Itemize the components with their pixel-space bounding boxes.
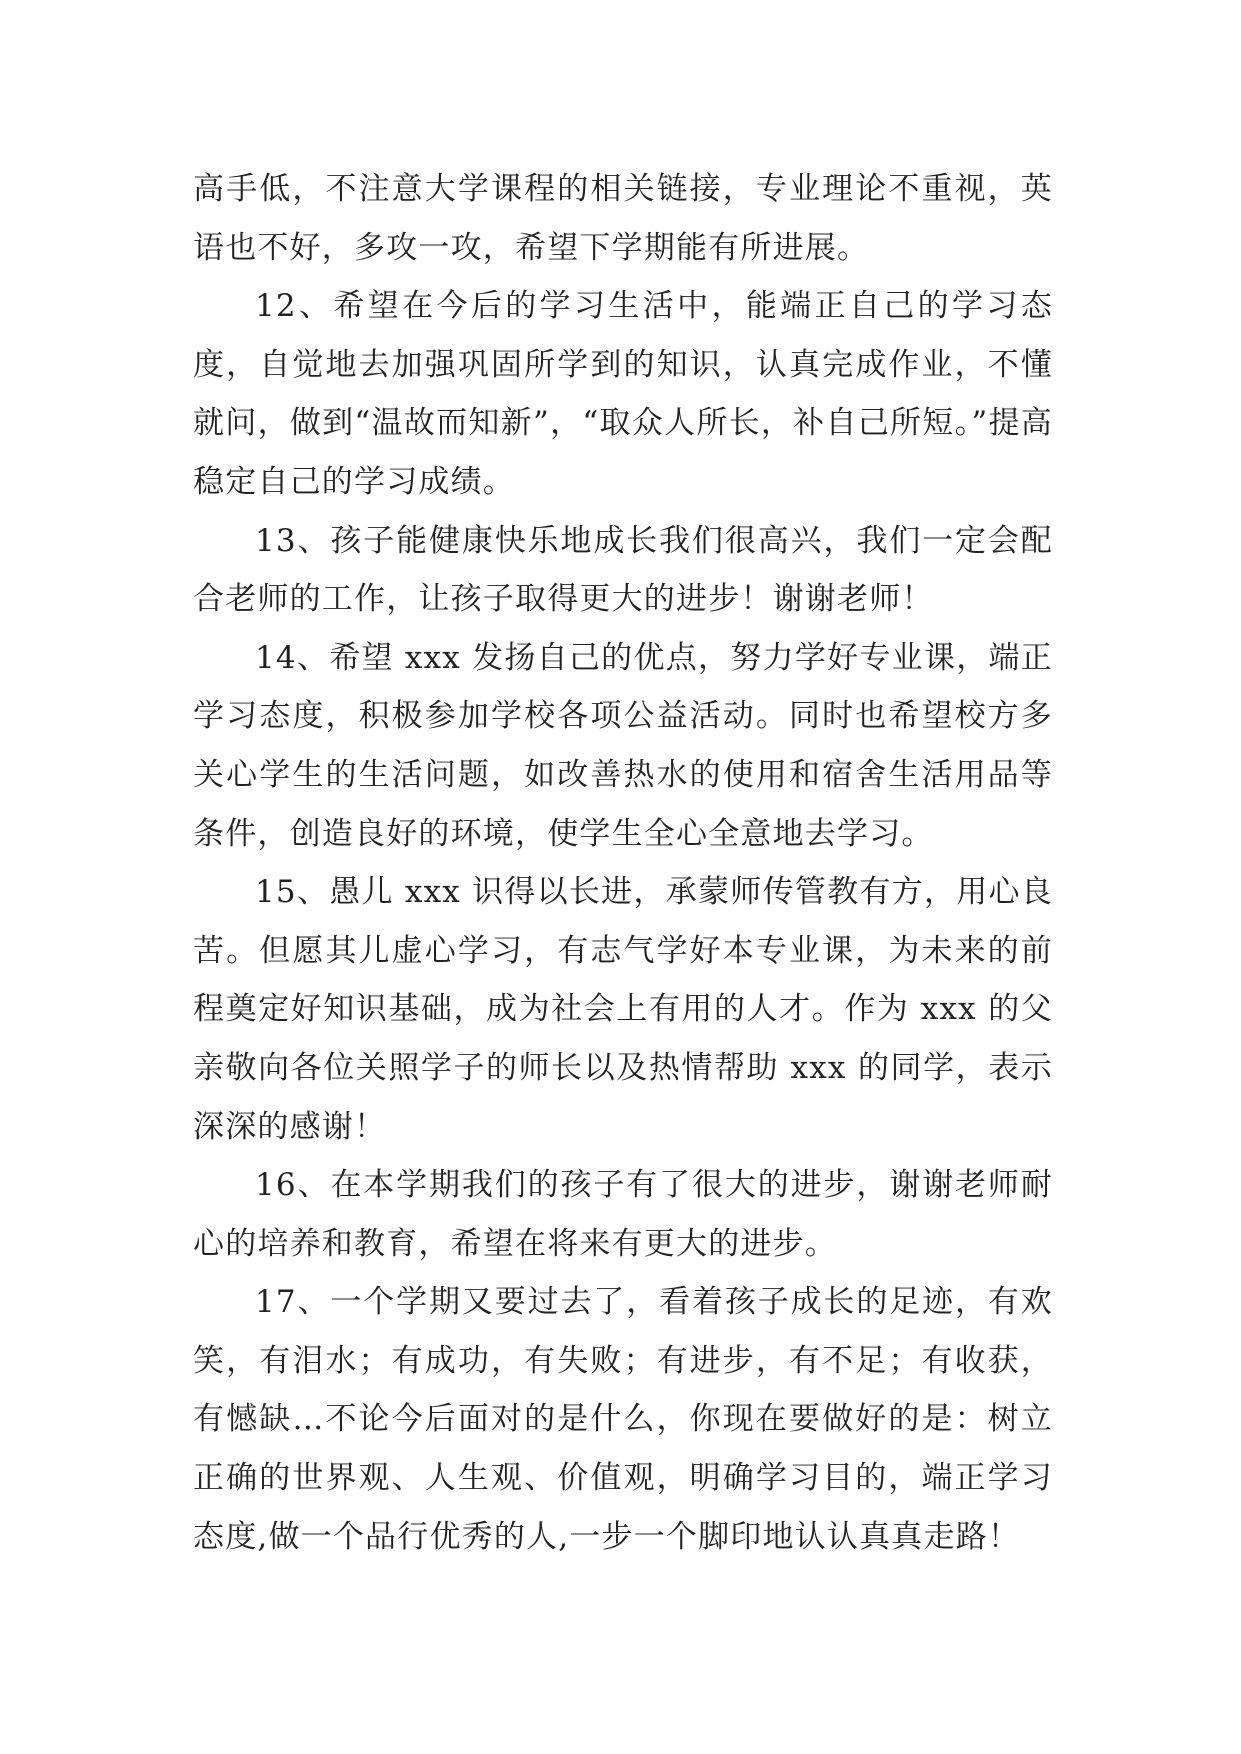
paragraph-15: 15、愚儿 xxx 识得以长进，承蒙师传管教有方，用心良苦。但愿其儿虚心学习，有志气学好本专业课，为未来的前程奠定好知识基础，成为社会上有用的人才。作为 xxx 的父亲敬向各位关照学子的师长以及热情帮助 xxx 的同学，表示深深的感谢！	[193, 874, 1053, 1145]
paragraph-17: 17、一个学期又要过去了，看着孩子成长的足迹，有欢笑，有泪水；有成功，有失败；有进步，有不足；有收获，有憾缺…不论今后面对的是什么，你现在要做好的是：树立正确的世界观、人生观、价值观，明确学习目的，端正学习态度,做一个品行优秀的人,一步一个脚印地认认真真走路！	[193, 1284, 1053, 1555]
paragraph-13: 13、孩子能健康快乐地成长我们很高兴，我们一定会配合老师的工作，让孩子取得更大的进步！谢谢老师！	[193, 522, 1053, 618]
paragraph-continuation: 高手低，不注意大学课程的相关链接，专业理论不重视，英语也不好，多攻一攻，希望下学期能有所进展。	[193, 171, 1053, 266]
paragraph-14: 14、希望 xxx 发扬自己的优点，努力学好专业课，端正学习态度，积极参加学校各项公益活动。同时也希望校方多关心学生的生活问题，如改善热水的使用和宿舍生活用品等条件，创造良好的环境，使学生全心全意地去学习。	[193, 639, 1053, 852]
paragraph-16: 16、在本学期我们的孩子有了很大的进步，谢谢老师耐心的培养和教育，希望在将来有更大的进步。	[193, 1167, 1053, 1262]
paragraph-12: 12、希望在今后的学习生活中，能端正自己的学习态度，自觉地去加强巩固所学到的知识，认真完成作业，不懂就问，做到“温故而知新”，“取众人所长，补自己所短。”提高稳定自己的学习成绩。	[193, 288, 1053, 500]
document-body	[193, 160, 1053, 1566]
